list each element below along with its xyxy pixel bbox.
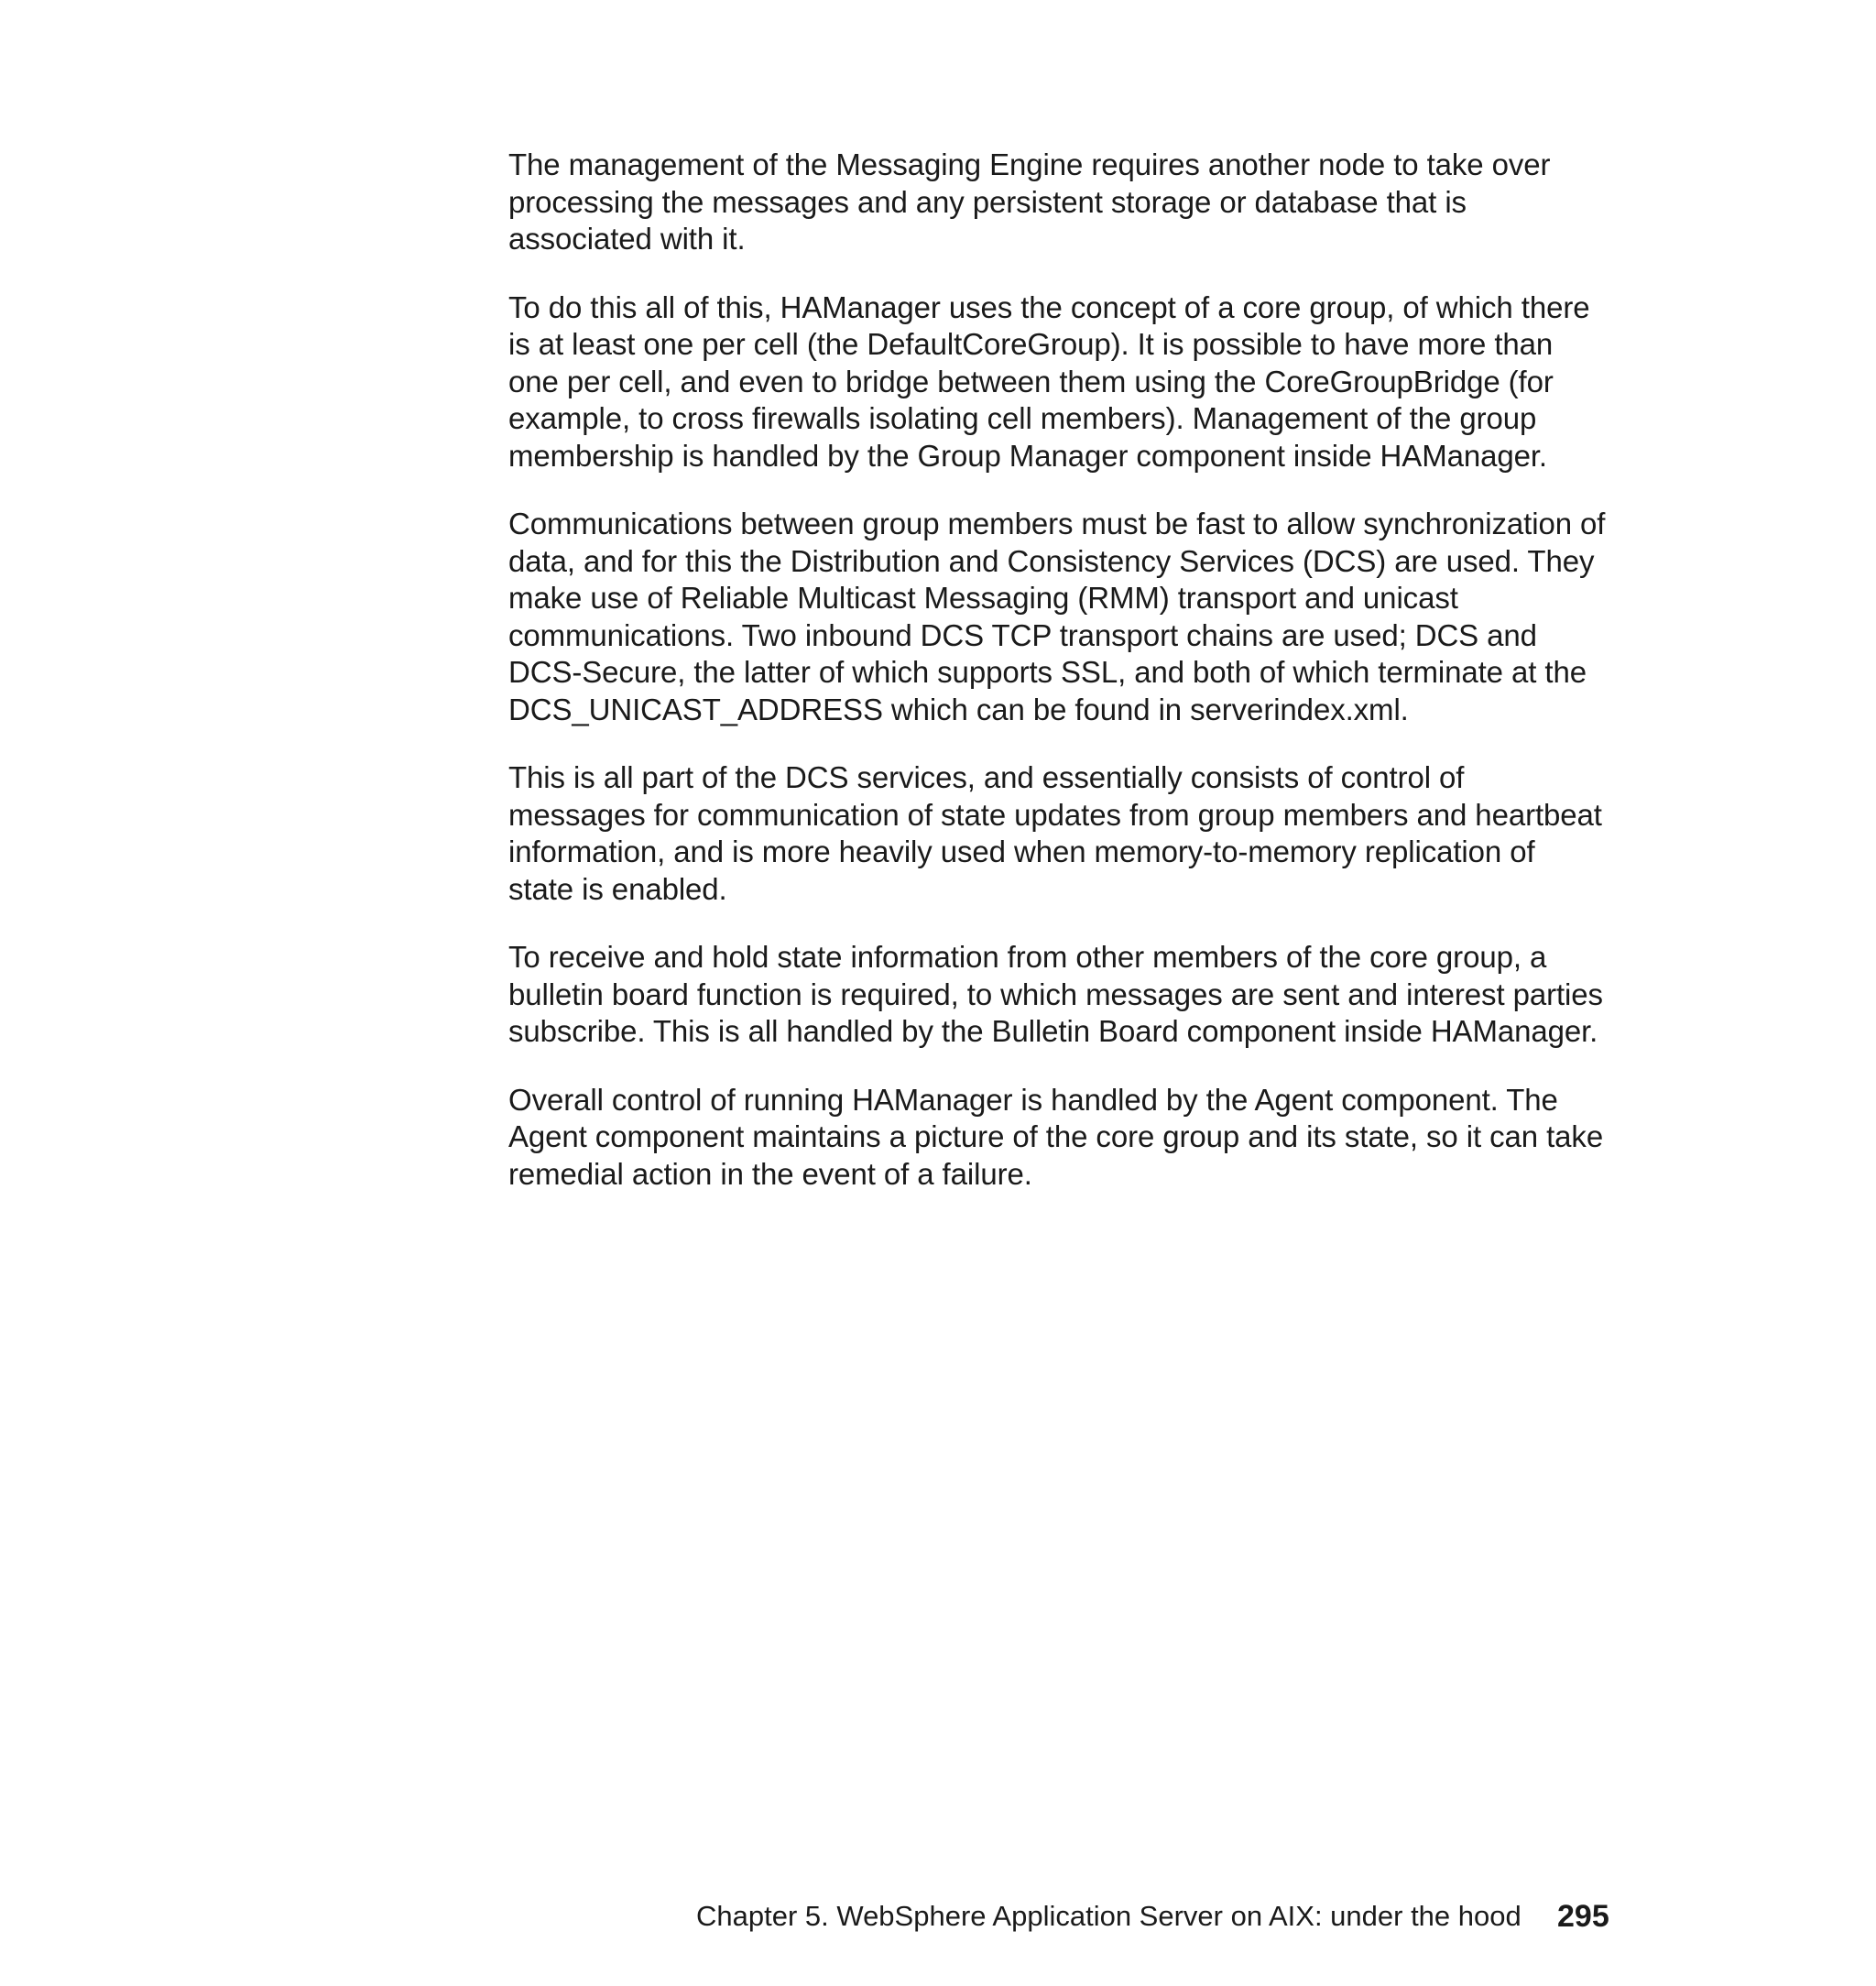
page-footer xyxy=(696,1894,1612,1938)
page-number: 295 xyxy=(1557,1899,1609,1934)
paragraph-dcs-communications: Communications between group members must be fast to allow synchronization of data, and for this the Distribution and Consistency Services (DCS) are used. They make use of Reliable Multicast Messaging (RMM) transport and unicast communications. Two inbound DCS TCP transport chains are used; DCS and DCS-Secure, the latter of which supports SSL, and both of which terminate at the DCS_UNICAST_ADDRESS which can be found in serverindex.xml. xyxy=(508,507,1606,726)
footer-chapter-title: Chapter 5. WebSphere Application Server on AIX: under the hood xyxy=(696,1900,1522,1932)
paragraph-agent-component: Overall control of running HAManager is handled by the Agent component. The Agent component maintains a picture of the core group and its state, so it can take remedial action in the event of a failure. xyxy=(508,1082,1604,1191)
body-text xyxy=(508,147,1608,1224)
paragraph-dcs-services: This is all part of the DCS services, and essentially consists of control of messages for communication of state updates from group members and heartbeat information, and is more heavily used when memory-to-memory replication of state is enabled. xyxy=(508,760,1602,906)
paragraph-core-group: To do this all of this, HAManager uses the concept of a core group, of which there is at least one per cell (the DefaultCoreGroup). It is possible to have more than one per cell, and even to bridge between them using the CoreGroupBridge (for example, to cross firewalls isolating cell members). Management of the group membership is handled by the Group Manager component inside HAManager. xyxy=(508,289,1590,473)
paragraph-messaging-engine: The management of the Messaging Engine requires another node to take over processing the messages and any persistent storage or database that is associated with it. xyxy=(508,147,1551,256)
paragraph-bulletin-board: To receive and hold state information from other members of the core group, a bulletin board function is required, to which messages are sent and interest parties subscribe. This is all handled by the Bulletin Board component inside HAManager. xyxy=(508,940,1603,1048)
